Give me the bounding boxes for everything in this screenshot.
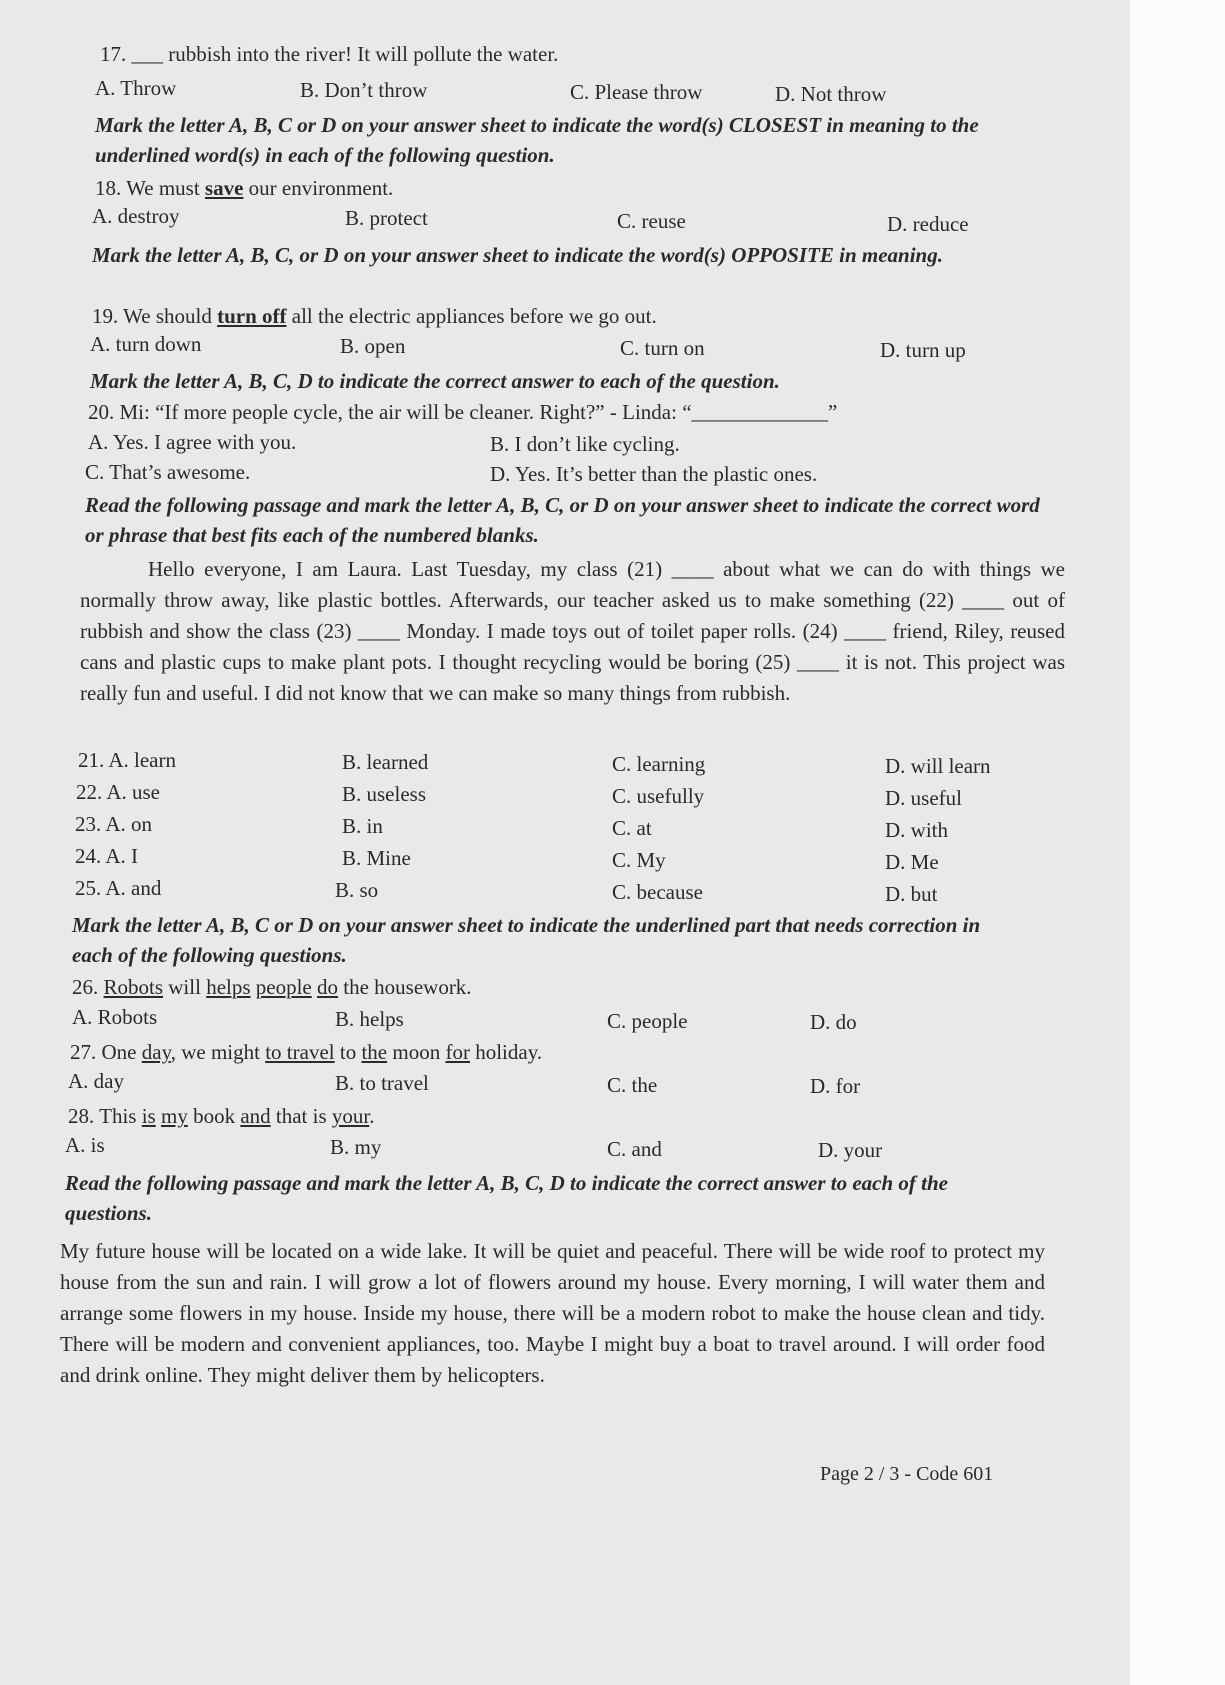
q22-option-c: C. usefully: [612, 784, 705, 808]
instruction-correct-answer: Mark the letter A, B, C, D to indicate the correct answer to each of the question.: [90, 369, 780, 393]
q21-option-a: 21. A. learn: [78, 748, 176, 772]
q26-underlined: helps: [206, 975, 251, 999]
q21-option-d: D. will learn: [885, 754, 991, 778]
q25-option-c: C. because: [612, 880, 703, 904]
q27-text: to: [334, 1040, 362, 1064]
q26-text: 26.: [72, 975, 104, 999]
q28-text: book: [187, 1104, 241, 1128]
q17-option-c: C. Please throw: [570, 80, 703, 104]
q19-text: all the electric appliances before we go out.: [286, 304, 657, 328]
question-28: [68, 1104, 375, 1128]
q28-option-d: D. your: [818, 1138, 883, 1162]
question-20: 20. Mi: “If more people cycle, the air will be cleaner. Right?” - Linda: “_____________”: [88, 400, 838, 424]
q18-option-c: C. reuse: [617, 209, 686, 233]
q20-option-c: C. That’s awesome.: [85, 460, 251, 484]
q26-option-d: D. do: [810, 1010, 857, 1034]
q23-option-d: D. with: [885, 818, 948, 842]
q19-option-d: D. turn up: [880, 338, 966, 362]
q26-text: the housework.: [338, 975, 472, 999]
q28-text: .: [369, 1104, 375, 1128]
q21-option-c: C. learning: [612, 752, 706, 776]
q28-option-b: B. my: [330, 1135, 382, 1159]
instruction-closest: Mark the letter A, B, C or D on your answer sheet to indicate the word(s) CLOSEST in meaning to the underlined word(s) in each of the following question.: [95, 113, 979, 167]
q19-text: 19. We should: [92, 304, 218, 328]
q24-option-a: 24. A. I: [75, 844, 138, 868]
q20-option-d: D. Yes. It’s better than the plastic ones.: [490, 462, 818, 486]
q20-option-b: B. I don’t like cycling.: [490, 432, 680, 456]
page-footer: Page 2 / 3 - Code 601: [820, 1463, 994, 1485]
q27-underlined: day: [141, 1040, 171, 1064]
q27-option-b: B. to travel: [335, 1071, 429, 1095]
q18-option-b: B. protect: [345, 206, 428, 230]
q27-option-d: D. for: [810, 1074, 861, 1098]
q19-option-a: A. turn down: [90, 332, 202, 356]
q27-underlined: the: [361, 1040, 388, 1064]
q26-option-b: B. helps: [335, 1007, 404, 1031]
q24-option-c: C. My: [612, 848, 666, 872]
question-17: 17. ___ rubbish into the river! It will pollute the water.: [100, 42, 559, 66]
q28-underlined: your: [331, 1104, 370, 1128]
q28-text: 28. This: [68, 1104, 142, 1128]
q28-underlined: and: [240, 1104, 271, 1128]
q27-text: holiday.: [469, 1040, 543, 1064]
q19-option-b: B. open: [340, 334, 406, 358]
q26-option-a: A. Robots: [72, 1005, 158, 1029]
q27-text: moon: [387, 1040, 446, 1064]
q19-option-c: C. turn on: [620, 336, 705, 360]
passage-recycling: Hello everyone, I am Laura. Last Tuesday, my class (21) ____ about what we can do with things we normally throw away, like plastic bottles. Afterwards, our teacher asked us to make something (22) ____ out of rubbish and show the class (23) ____ Monday. I made toys out of toilet paper rolls. (24) ____ friend, Riley, reused cans and plastic cups to make plant pots. I thought recycling would be boring (25) ____ it is not. This project was really fun and useful. I did not know that we can make so many things from rubbish.: [80, 557, 1065, 705]
q28-option-a: A. is: [65, 1133, 105, 1157]
q24-option-d: D. Me: [885, 850, 939, 874]
q26-text: will: [163, 975, 207, 999]
q18-option-a: A. destroy: [92, 204, 180, 228]
q18-text: 18. We must: [95, 176, 205, 200]
q25-option-a: 25. A. and: [75, 876, 162, 900]
q18-text: our environment.: [243, 176, 394, 200]
question-18: [95, 176, 393, 200]
q26-underlined: Robots: [103, 975, 164, 999]
q26-underlined: people: [255, 975, 312, 999]
passage-future-house: My future house will be located on a wide lake. It will be quiet and peaceful. There will be wide roof to protect my house from the sun and rain. I will grow a lot of flowers around my house. Every morning, I will water them and arrange some flowers in my house. Inside my house, there will be a modern robot to make the house clean and tidy. There will be modern and convenient appliances, too. Maybe I might buy a boat to travel around. I will order food and drink online. They might deliver them by helicopters.: [60, 1239, 1045, 1387]
q18-option-d: D. reduce: [887, 212, 969, 236]
q28-underlined: is: [141, 1104, 156, 1128]
q23-option-c: C. at: [612, 816, 652, 840]
q17-option-d: D. Not throw: [775, 82, 887, 106]
q19-underlined: turn off: [217, 304, 287, 328]
q23-option-b: B. in: [342, 814, 383, 838]
q23-option-a: 23. A. on: [75, 812, 153, 836]
q17-option-b: B. Don’t throw: [300, 78, 428, 102]
q27-option-a: A. day: [68, 1069, 124, 1093]
q18-underlined: save: [204, 176, 244, 200]
instruction-error-correction: Mark the letter A, B, C or D on your answer sheet to indicate the underlined part that needs correction in each of the following questions.: [72, 913, 981, 967]
q27-underlined: for: [445, 1040, 470, 1064]
q17-option-a: A. Throw: [95, 76, 177, 100]
instruction-reading-questions: Read the following passage and mark the letter A, B, C, D to indicate the correct answer to each of the questions.: [65, 1171, 948, 1225]
q25-option-d: D. but: [885, 882, 938, 906]
q27-text: 27. One: [70, 1040, 142, 1064]
q28-option-c: C. and: [607, 1137, 662, 1161]
q24-option-b: B. Mine: [342, 846, 411, 870]
q26-underlined: do: [317, 975, 338, 999]
scan-margin: [1130, 0, 1225, 1685]
q22-option-b: B. useless: [342, 782, 426, 806]
question-19: [92, 304, 657, 328]
q25-option-b: B. so: [335, 878, 379, 902]
q28-underlined: my: [160, 1104, 188, 1128]
q22-option-a: 22. A. use: [76, 780, 160, 804]
instruction-opposite: Mark the letter A, B, C, or D on your answer sheet to indicate the word(s) OPPOSITE in meaning.: [92, 243, 943, 267]
instruction-passage-blanks: Read the following passage and mark the letter A, B, C, or D on your answer sheet to indicate the correct word or phrase that best fits each of the numbered blanks.: [85, 493, 1040, 547]
q27-text: , we might: [170, 1040, 266, 1064]
q28-text: that is: [270, 1104, 332, 1128]
q20-option-a: A. Yes. I agree with you.: [88, 430, 297, 454]
question-27: [70, 1040, 542, 1064]
q27-underlined: to travel: [265, 1040, 335, 1064]
q26-option-c: C. people: [607, 1009, 688, 1033]
q22-option-d: D. useful: [885, 786, 962, 810]
q21-option-b: B. learned: [342, 750, 429, 774]
question-26: [72, 975, 472, 999]
q27-option-c: C. the: [607, 1073, 658, 1097]
